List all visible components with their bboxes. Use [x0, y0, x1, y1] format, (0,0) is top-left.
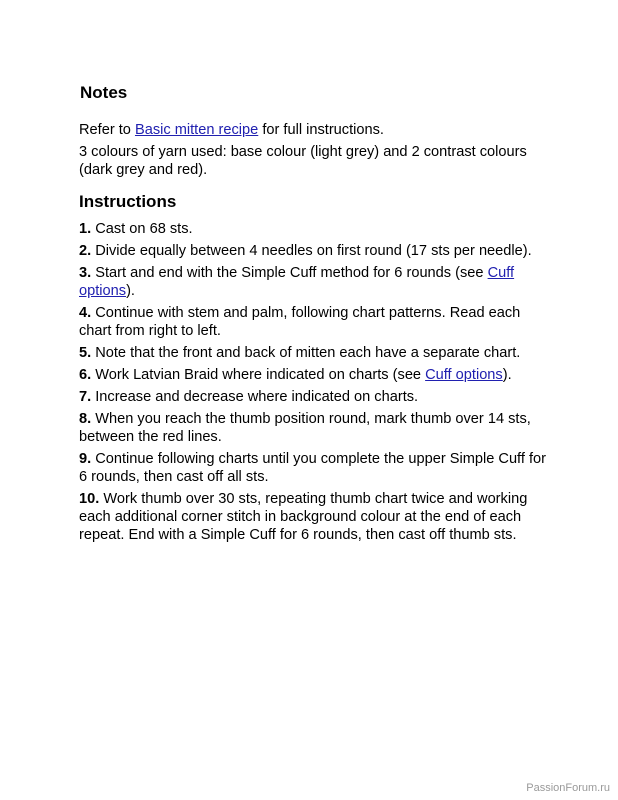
- step-number: 4.: [79, 305, 92, 321]
- step-text: Note that the front and back of mitten each have a separate chart.: [91, 345, 521, 361]
- instructions-list: [79, 220, 549, 548]
- step-number: 6.: [79, 367, 92, 383]
- cuff-options-link[interactable]: Cuff options: [79, 265, 515, 299]
- step-number: 1.: [79, 221, 92, 237]
- refer-prefix: Refer to: [79, 122, 135, 138]
- step-text: Work thumb over 30 sts, repeating thumb chart twice and working each additional corner stitch in background colour at the end of each repeat. End with a Simple Cuff for 6 rounds, then cast off thumb sts.: [79, 491, 528, 543]
- step-4: [79, 304, 549, 340]
- step-text: Continue with stem and palm, following chart patterns. Read each chart from right to left.: [79, 305, 521, 339]
- notes-section: [79, 121, 549, 183]
- step-text: When you reach the thumb position round, mark thumb over 14 sts, between the red lines.: [79, 411, 531, 445]
- step-9: [79, 450, 549, 486]
- notes-heading: Notes: [80, 83, 128, 102]
- step-3: [79, 264, 549, 300]
- step-number: 3.: [79, 265, 92, 281]
- step-text: Cast on 68 sts.: [91, 221, 193, 237]
- cuff-options-link[interactable]: Cuff options: [425, 367, 503, 383]
- step-text: Divide equally between 4 needles on first round (17 sts per needle).: [91, 243, 532, 259]
- step-8: [79, 410, 549, 446]
- step-text: Start and end with the Simple Cuff method for 6 rounds (see: [91, 265, 488, 281]
- step-number: 8.: [79, 411, 92, 427]
- step-number: 9.: [79, 451, 92, 467]
- yarn-paragraph: 3 colours of yarn used: base colour (light grey) and 2 contrast colours (dark grey and red).: [79, 144, 527, 178]
- step-number: 2.: [79, 243, 92, 259]
- watermark: PassionForum.ru: [526, 782, 610, 794]
- step-text: Increase and decrease where indicated on charts.: [91, 389, 419, 405]
- step-number: 7.: [79, 389, 92, 405]
- refer-paragraph: [79, 121, 549, 139]
- step-text-end: ).: [126, 283, 135, 299]
- step-2: [79, 242, 549, 260]
- basic-mitten-recipe-link[interactable]: Basic mitten recipe: [134, 122, 259, 138]
- step-7: [79, 388, 549, 406]
- step-10: [79, 490, 549, 544]
- refer-suffix: for full instructions.: [258, 122, 384, 138]
- step-number: 5.: [79, 345, 92, 361]
- step-number: 10.: [79, 491, 100, 507]
- step-1: [79, 220, 549, 238]
- step-text-end: ).: [502, 367, 512, 383]
- step-text: Work Latvian Braid where indicated on charts (see: [91, 367, 426, 383]
- step-5: [79, 344, 549, 362]
- instructions-heading: Instructions: [79, 192, 177, 211]
- step-text: Continue following charts until you complete the upper Simple Cuff for 6 rounds, then cast off all sts.: [79, 451, 546, 485]
- step-6: [79, 366, 549, 384]
